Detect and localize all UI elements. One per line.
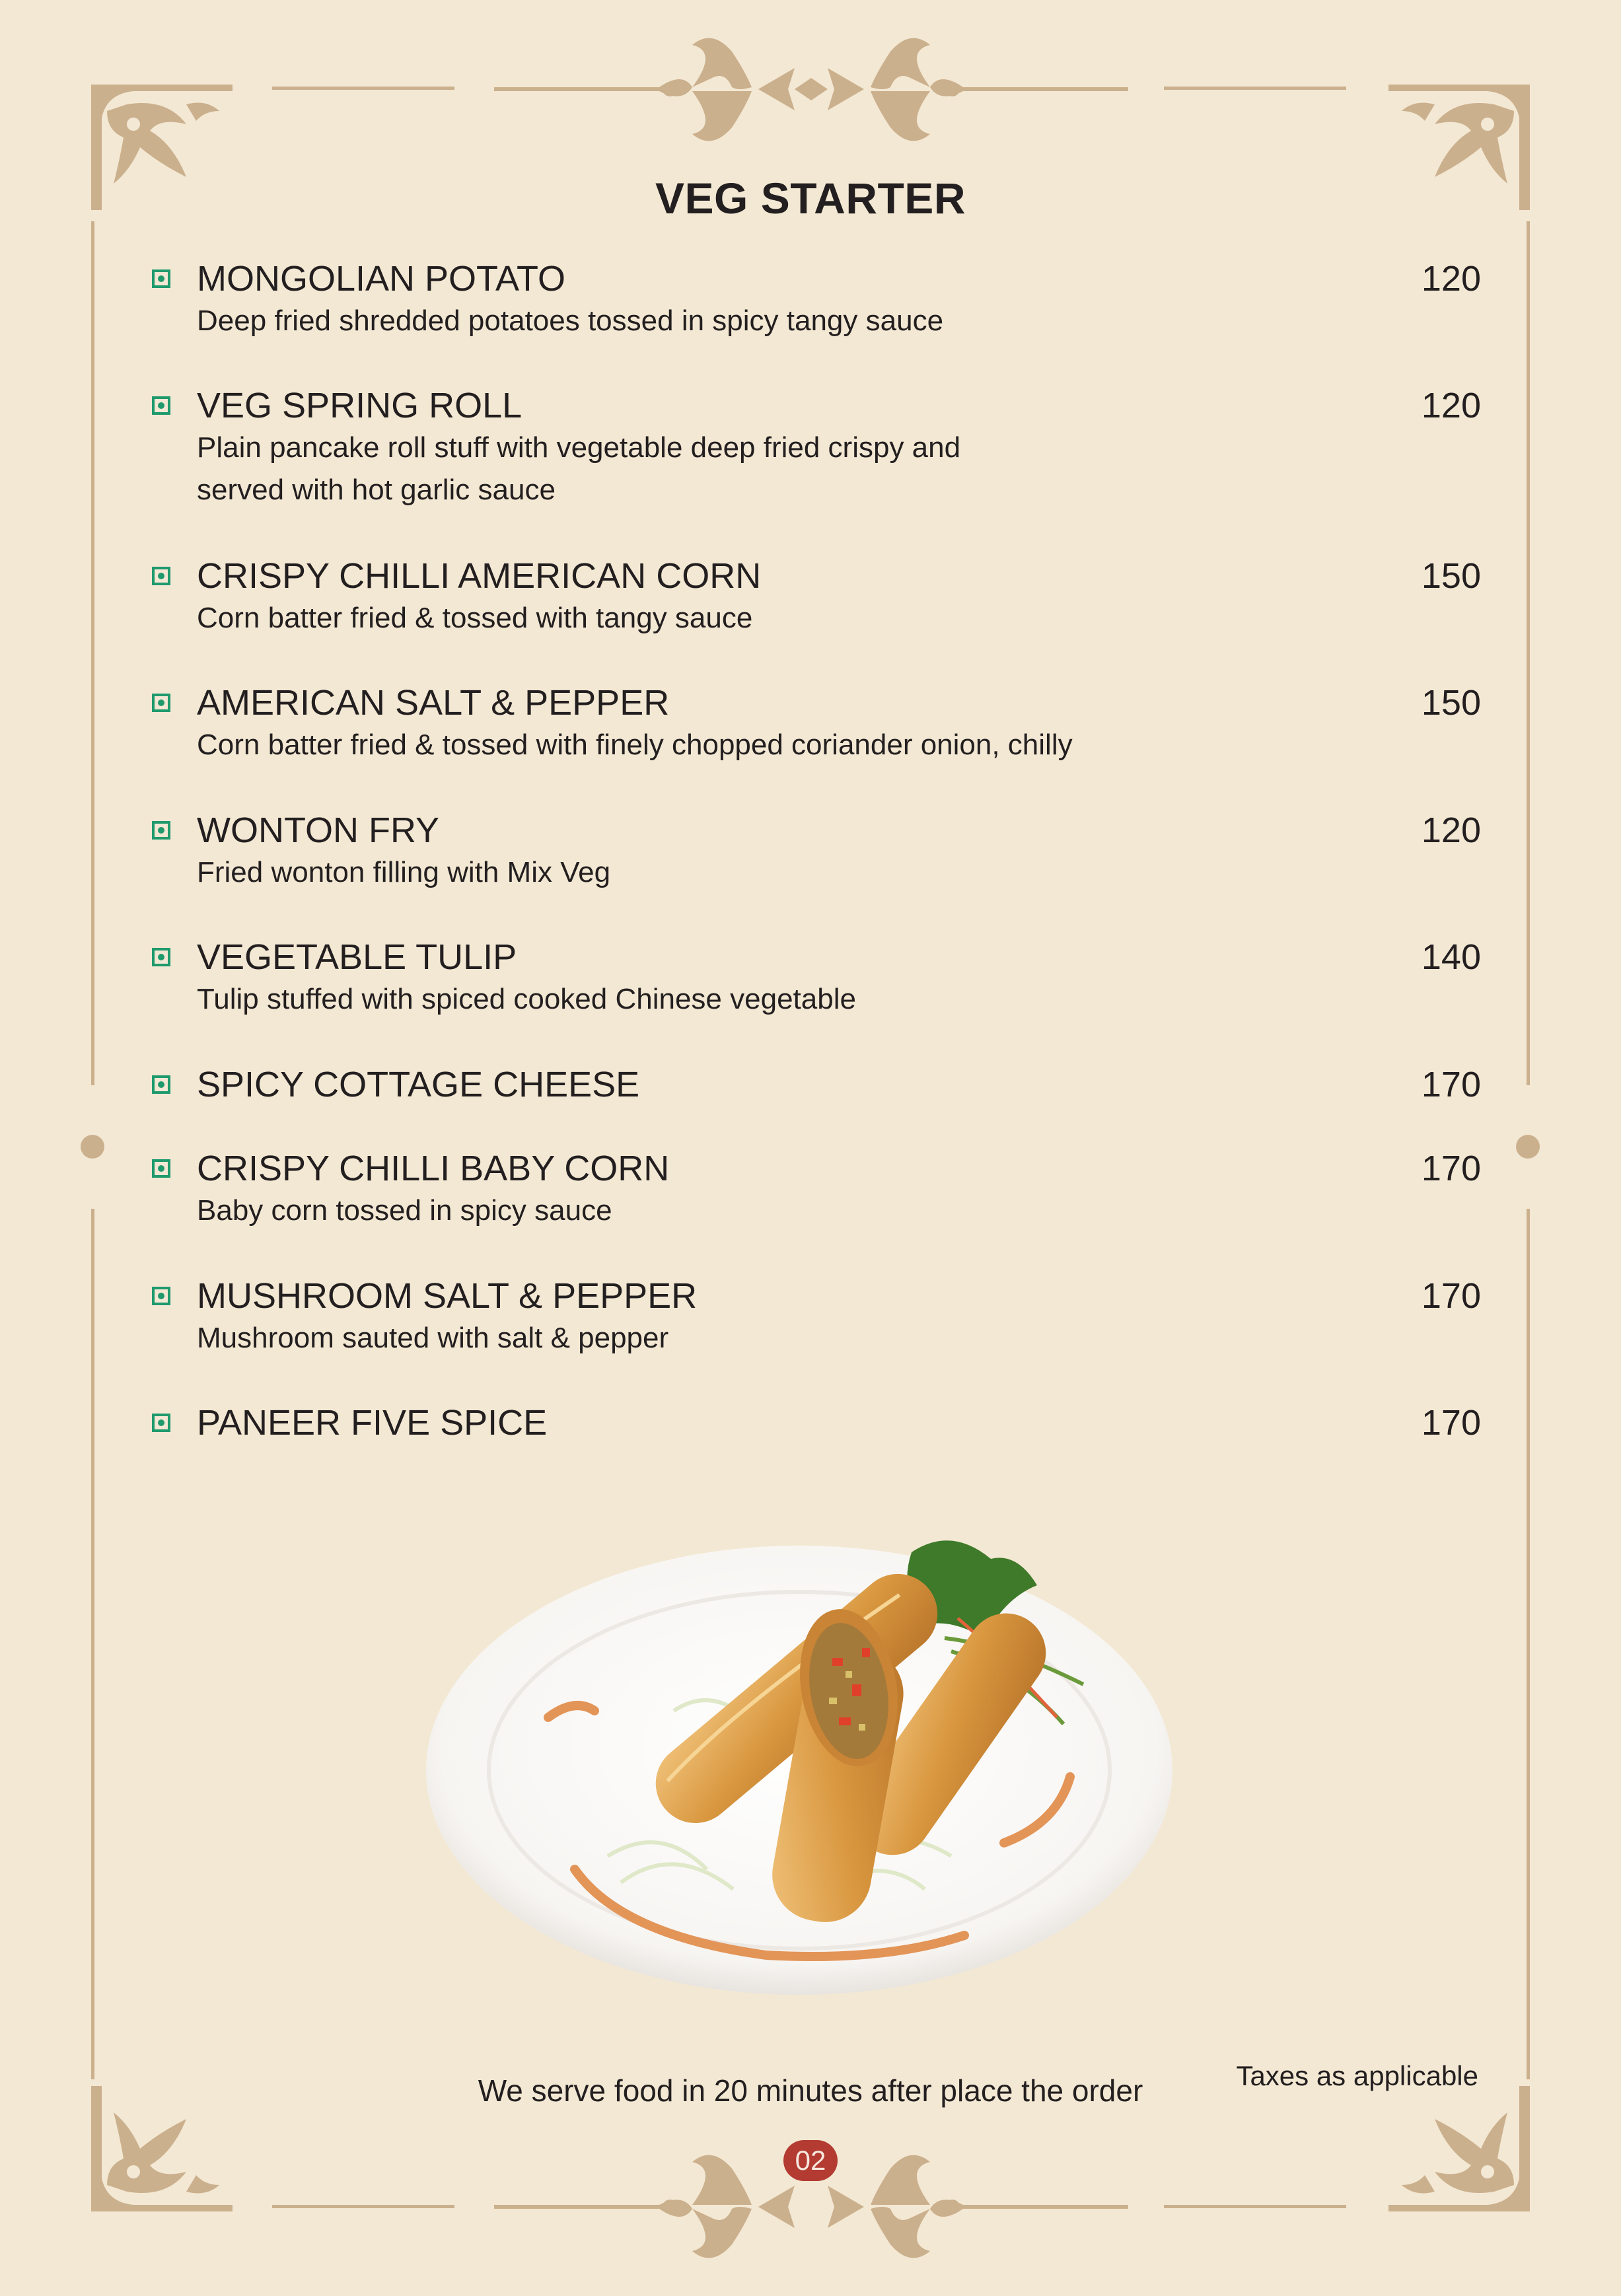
item-name: CRISPY CHILLI AMERICAN CORN — [197, 556, 762, 596]
item-price: 170 — [1421, 1276, 1481, 1316]
veg-symbol-icon — [152, 269, 170, 288]
tax-note: Taxes as applicable — [1236, 2060, 1478, 2091]
frame-left-lower — [91, 1209, 94, 2079]
item-name: VEG SPRING ROLL — [197, 386, 522, 425]
frame-dot-left — [81, 1135, 104, 1159]
item-description: served with hot garlic sauce — [197, 474, 556, 506]
item-price: 140 — [1421, 937, 1481, 977]
item-name: SPICY COTTAGE CHEESE — [197, 1065, 640, 1104]
frame-top-rule-right — [1164, 87, 1346, 90]
veg-symbol-icon — [152, 1414, 170, 1432]
veg-symbol-icon — [152, 821, 170, 840]
page-number-badge: 02 — [783, 2140, 838, 2181]
item-description: Baby corn tossed in spicy sauce — [197, 1194, 612, 1227]
item-description: Mushroom sauted with salt & pepper — [197, 1322, 669, 1354]
item-description: Corn batter fried & tossed with finely chopped coriander onion, chilly — [197, 729, 1073, 761]
item-price: 120 — [1421, 810, 1481, 850]
veg-symbol-icon — [152, 1287, 170, 1305]
veg-symbol-icon — [152, 567, 170, 585]
item-price: 120 — [1421, 259, 1481, 299]
item-price: 150 — [1421, 556, 1481, 596]
page-title: VEG STARTER — [655, 174, 966, 223]
item-description: Plain pancake roll stuff with vegetable deep fried crispy and — [197, 431, 961, 464]
veg-symbol-icon — [152, 1159, 170, 1178]
item-name: VEGETABLE TULIP — [197, 937, 517, 977]
item-price: 170 — [1421, 1403, 1481, 1443]
top-flourish-icon — [494, 32, 1128, 147]
frame-left-upper — [91, 221, 94, 1085]
frame-right-lower — [1527, 1209, 1530, 2079]
item-description: Fried wonton filling with Mix Veg — [197, 856, 611, 888]
veg-symbol-icon — [152, 948, 170, 966]
frame-bottom-rule-left — [272, 2205, 454, 2208]
item-name: MONGOLIAN POTATO — [197, 259, 566, 299]
item-description: Tulip stuffed with spiced cooked Chinese vegetable — [197, 983, 856, 1015]
frame-bottom-rule-right — [1164, 2205, 1346, 2208]
item-description: Corn batter fried & tossed with tangy sauce — [197, 602, 753, 634]
spring-roll-plate-photo — [423, 1513, 1202, 2008]
item-name: PANEER FIVE SPICE — [197, 1403, 548, 1443]
veg-symbol-icon — [152, 396, 170, 415]
item-name: MUSHROOM SALT & PEPPER — [197, 1276, 698, 1316]
item-name: AMERICAN SALT & PEPPER — [197, 683, 670, 723]
footer-note: We serve food in 20 minutes after place the order — [478, 2073, 1143, 2108]
item-price: 120 — [1421, 386, 1481, 425]
veg-symbol-icon — [152, 1075, 170, 1094]
item-price: 170 — [1421, 1065, 1481, 1104]
frame-dot-right — [1516, 1135, 1540, 1159]
frame-top-rule-left — [272, 87, 454, 90]
item-price: 150 — [1421, 683, 1481, 723]
item-name: CRISPY CHILLI BABY CORN — [197, 1149, 670, 1188]
item-description: Deep fried shredded potatoes tossed in spicy tangy sauce — [197, 305, 944, 337]
item-price: 170 — [1421, 1149, 1481, 1188]
frame-right-upper — [1527, 221, 1530, 1085]
item-name: WONTON FRY — [197, 810, 440, 850]
veg-symbol-icon — [152, 694, 170, 712]
